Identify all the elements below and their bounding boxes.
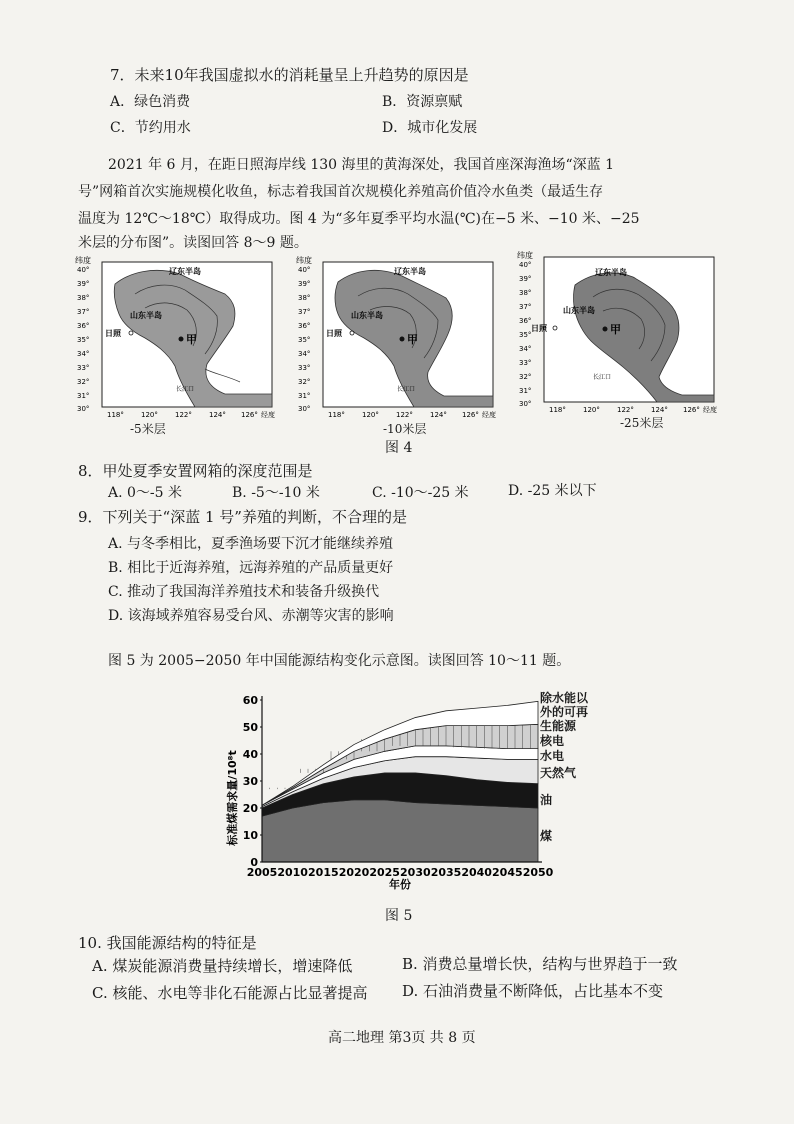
- svg-text:126°: 126°: [683, 406, 700, 414]
- svg-text:39°: 39°: [519, 275, 532, 283]
- svg-text:39°: 39°: [77, 280, 90, 288]
- lon-label: 经度: [703, 406, 717, 414]
- y-tick-label: 20: [242, 802, 258, 815]
- place-shandong: 山东半岛: [351, 311, 383, 320]
- svg-text:36°: 36°: [298, 322, 311, 330]
- layer-label-10m: -10米层: [383, 422, 427, 436]
- x-tick-label: 2015: [308, 866, 339, 879]
- material1-line-4: 米层的分布图”。读图回答 8～9 题。: [78, 235, 308, 251]
- layer-label-5m: -5米层: [130, 422, 166, 436]
- place-rizhao: 日照: [531, 324, 547, 333]
- q10-option-b: B. 消费总量增长快，结构与世界趋于一致: [402, 955, 678, 973]
- svg-text:30°: 30°: [298, 405, 311, 413]
- x-tick-label: 2035: [430, 866, 462, 879]
- svg-text:37°: 37°: [519, 303, 532, 311]
- svg-text:126°: 126°: [241, 411, 258, 419]
- q10-option-d: D. 石油消费量不断降低，占比基本不变: [402, 982, 664, 1000]
- q9-stem: 9．下列关于“深蓝 1 号”养殖的判断，不合理的是: [78, 508, 407, 526]
- place-changjiang: 长江口: [397, 386, 416, 393]
- svg-text:30°: 30°: [519, 400, 532, 408]
- svg-text:31°: 31°: [519, 387, 532, 395]
- figure4-caption: 图 4: [385, 440, 413, 456]
- svg-text:36°: 36°: [77, 322, 90, 330]
- material1-line-3: 温度为 12℃～18℃）取得成功。图 4 为“多年夏季平均水温(℃)在−5 米、−10 米、−25: [78, 211, 640, 227]
- place-changjiang: 长江口: [176, 386, 195, 393]
- svg-text:35°: 35°: [298, 336, 311, 344]
- place-jia: 甲: [407, 333, 418, 346]
- map-5m: [75, 254, 290, 438]
- y-tick-label: 60: [242, 694, 258, 707]
- legend-nuclear: 核电: [540, 734, 565, 748]
- q9-option-b: B. 相比于近海养殖，远海养殖的产品质量更好: [108, 560, 394, 576]
- q7-stem: 7．未来10年我国虚拟水的消耗量呈上升趋势的原因是: [110, 66, 469, 84]
- x-axis-label: 年份: [389, 878, 411, 891]
- svg-text:30°: 30°: [77, 405, 90, 413]
- svg-text:33°: 33°: [519, 359, 532, 367]
- svg-text:32°: 32°: [519, 373, 532, 381]
- svg-text:31°: 31°: [77, 392, 90, 400]
- svg-text:124°: 124°: [430, 411, 447, 419]
- svg-text:34°: 34°: [519, 345, 532, 353]
- place-changjiang: 长江口: [593, 374, 612, 381]
- map-10m: [296, 254, 511, 438]
- x-tick-label: 2010: [277, 866, 308, 879]
- place-liaodong: 辽东半岛: [595, 268, 627, 277]
- material1-line-1: 2021 年 6 月，在距日照海岸线 130 海里的黄海深处，我国首座深海渔场“深蓝 1: [108, 157, 615, 173]
- legend-renewable-line3: 生能源: [540, 719, 577, 733]
- svg-text:32°: 32°: [298, 378, 311, 386]
- legend-oil: 油: [540, 793, 553, 807]
- svg-text:122°: 122°: [396, 411, 413, 419]
- q9-option-c: C. 推动了我国海洋养殖技术和装备升级换代: [108, 584, 380, 600]
- legend-renewable-line2: 外的可再: [540, 705, 589, 719]
- svg-text:124°: 124°: [651, 406, 668, 414]
- x-tick-label: 2005: [246, 866, 278, 879]
- y-axis-label: 标准煤需求量/10⁸t: [226, 750, 239, 846]
- lat-label: 纬度: [75, 256, 91, 265]
- svg-text:118°: 118°: [107, 411, 124, 419]
- svg-text:40°: 40°: [298, 266, 311, 274]
- place-liaodong: 辽东半岛: [394, 267, 426, 276]
- place-rizhao: 日照: [105, 329, 121, 338]
- svg-text:32°: 32°: [77, 378, 90, 386]
- lat-label: 纬度: [296, 256, 312, 265]
- page-footer: 高二地理 第3页 共 8 页: [328, 1030, 476, 1046]
- svg-text:34°: 34°: [298, 350, 311, 358]
- q9-option-a: A. 与冬季相比，夏季渔场要下沉才能继续养殖: [108, 536, 394, 552]
- svg-text:40°: 40°: [77, 266, 90, 274]
- svg-text:31°: 31°: [298, 392, 311, 400]
- svg-text:36°: 36°: [519, 317, 532, 325]
- material2-text: 图 5 为 2005−2050 年中国能源结构变化示意图。读图回答 10～11 题。: [108, 653, 571, 669]
- y-tick-label: 30: [242, 775, 258, 788]
- svg-text:40°: 40°: [519, 261, 532, 269]
- svg-text:120°: 120°: [583, 406, 600, 414]
- legend-coal: 煤: [540, 829, 553, 843]
- svg-text:35°: 35°: [77, 336, 90, 344]
- q8-option-d: D. -25 米以下: [508, 483, 597, 499]
- q10-stem: 10. 我国能源结构的特征是: [78, 934, 257, 952]
- svg-text:35°: 35°: [519, 331, 532, 339]
- lat-label: 纬度: [517, 251, 533, 260]
- x-tick-label: 2040: [461, 866, 492, 879]
- lon-label: 经度: [261, 411, 275, 419]
- place-jia: 甲: [186, 333, 197, 346]
- svg-text:122°: 122°: [175, 411, 192, 419]
- y-tick-label: 10: [242, 829, 258, 842]
- svg-text:34°: 34°: [77, 350, 90, 358]
- layer-label-25m: -25米层: [620, 416, 664, 430]
- svg-text:39°: 39°: [298, 280, 311, 288]
- place-shandong: 山东半岛: [563, 306, 595, 315]
- legend-hydro: 水电: [540, 749, 565, 763]
- svg-text:38°: 38°: [77, 294, 90, 302]
- x-tick-label: 2030: [400, 866, 431, 879]
- chart-areas: [262, 701, 538, 862]
- place-jia: 甲: [610, 323, 621, 336]
- y-tick-label: 50: [242, 721, 258, 734]
- svg-text:37°: 37°: [298, 308, 311, 316]
- q7-option-a: A．绿色消费: [110, 94, 191, 110]
- q8-option-b: B. -5～-10 米: [232, 485, 320, 501]
- x-tick-label: 2045: [492, 866, 523, 879]
- q8-stem: 8．甲处夏季安置网箱的深度范围是: [78, 462, 313, 480]
- material1-line-2: 号”网箱首次实施规模化收鱼，标志着我国首次规模化养殖高价值冷水鱼类（最适生存: [78, 184, 604, 200]
- y-tick-label: 40: [242, 748, 258, 761]
- q7-option-d: D．城市化发展: [382, 120, 478, 136]
- x-tick-label: 2025: [369, 866, 400, 879]
- svg-text:124°: 124°: [209, 411, 226, 419]
- svg-text:126°: 126°: [462, 411, 479, 419]
- svg-text:38°: 38°: [519, 289, 532, 297]
- place-rizhao: 日照: [326, 329, 342, 338]
- svg-text:120°: 120°: [362, 411, 379, 419]
- q10-option-c: C. 核能、水电等非化石能源占比显著提高: [92, 984, 368, 1002]
- svg-text:33°: 33°: [298, 364, 311, 372]
- svg-text:118°: 118°: [549, 406, 566, 414]
- map-25m: [517, 249, 732, 433]
- figure5-caption: 图 5: [385, 908, 413, 924]
- y-tick-label: 0: [250, 856, 258, 869]
- legend-gas: 天然气: [540, 766, 577, 780]
- q9-option-d: D. 该海域养殖容易受台风、赤潮等灾害的影响: [108, 608, 394, 624]
- place-liaodong: 辽东半岛: [169, 267, 201, 276]
- q10-option-a: A. 煤炭能源消费量持续增长，增速降低: [92, 957, 353, 975]
- q7-option-c: C．节约用水: [110, 120, 191, 136]
- x-tick-label: 2050: [522, 866, 554, 879]
- q8-option-c: C. -10～-25 米: [372, 485, 469, 501]
- svg-text:118°: 118°: [328, 411, 345, 419]
- q8-option-a: A. 0～-5 米: [108, 485, 183, 501]
- lon-label: 经度: [482, 411, 496, 419]
- svg-text:122°: 122°: [617, 406, 634, 414]
- svg-text:37°: 37°: [77, 308, 90, 316]
- q7-option-b: B．资源禀赋: [382, 94, 463, 110]
- svg-text:120°: 120°: [141, 411, 158, 419]
- legend-renewable-line1: 除水能以: [540, 691, 589, 705]
- x-tick-label: 2020: [338, 866, 370, 879]
- area-series-0: [262, 800, 538, 862]
- svg-text:33°: 33°: [77, 364, 90, 372]
- place-shandong: 山东半岛: [130, 311, 162, 320]
- svg-text:38°: 38°: [298, 294, 311, 302]
